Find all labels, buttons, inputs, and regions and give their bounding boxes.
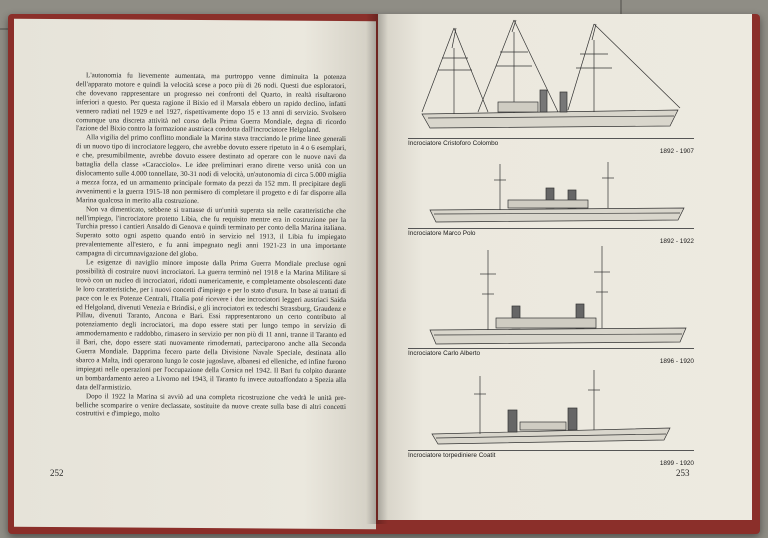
left-page — [14, 19, 376, 530]
ship-illustration-coatit — [408, 368, 694, 474]
service-years: 1899 - 1920 — [659, 460, 694, 467]
ship-drawing — [408, 158, 694, 226]
paragraph: Le esigenze di naviglio minore imposte dalla Prima Guerra Mondiale precluse ogni possibilità di costruire nuovi incrociatori. La guerra terminò nel 1918 e la Marina Militare si trovò con un nucleo di incrociatori, ridotti numericamente, e completamente obsolescenti date le loro caratteristiche, per i nuovi concetti d'impiego e per lo stato d'usura. In base ai trattati di pace con le ex Potenze Centrali, l'Italia poté ricevere i due incrociatori leggeri austriaci Saida ed Helgoland, divenuti Venezia e Brindisi, e gli incrociatori ex tedeschi Strassburg, Graudenz e Pillau, divenuti Taranto, Ancona e Bari. Essi rappresentarono un certo contributo al potenziamento degli incrociatori, ma dopo essere stati per lungo tempo in servizio di ammodernamento e raddobbo, rimasero in servizio per non più di 11 anni, tranne il Taranto ed il Bari, che, dopo essere stati nuovamente rimodernati, parteciparono anche alla Seconda Guerra Mondiale. Dapprima fecero parte della Divisione Navale Speciale, destinata allo sbarco a Malta, indi operarono lungo le coste jugoslave, albanesi ed elleniche, ed infine furono impiegati nelle operazioni per l'occupazione della Corsica nel 1942. Il Bari fu colpito durante un bombardamento aereo a Livorno nel 1943, il Taranto fu invece autoaffondato a Spezia alla data dell'armistizio. — [76, 258, 347, 392]
ship-drawing — [408, 18, 694, 136]
body-text — [76, 71, 346, 420]
caption-rule — [408, 228, 694, 229]
paragraph: Dopo il 1922 la Marina si avviò ad una completa ricostruzione che vedrà le unità pre-belliche scomparire o venire declassate, sostituite da nuove create sulla base di altri concetti costruttivi e d'impiego, molto — [76, 391, 346, 419]
page-number-right: 253 — [676, 468, 690, 478]
ship-illustration-carlo-alberto — [408, 244, 694, 368]
page-number-left: 252 — [50, 468, 64, 478]
ship-name: Incrociatore Marco Polo — [408, 230, 476, 237]
paragraph: Non va dimenticato, sebbene si trattasse di un'unità superata sia nelle caratteristiche che nell'impiego, l'incrociatore protetto Libia, che fu requisito mentre era in costruzione per la Turchia presso i cantieri Ansaldo di Genova e quindi terminato per conto della Marina italiana. Superato sotto ogni aspetto quando entrò in servizio nel 1913, il Libia fu impiegato prevalentemente all'estero, e fu anni impegnato negli anni 1921-23 in una importante campagna di circumnavigazione del globo. — [76, 204, 346, 259]
ship-name: Incrociatore Carlo Alberto — [408, 350, 481, 357]
service-years: 1896 - 1920 — [659, 358, 694, 365]
ship-drawing — [408, 368, 694, 448]
paragraph: Alla vigilia del primo conflitto mondiale la Marina stava tracciando le prime linee generali di un nuovo tipo di incrociatore leggero, che avrebbe dovuto essere ripetuto in 4 o 6 esemplari, e che, presumibilmente, avrebbe dovuto essere destinato ad operare con le nuove navi da battaglia della classe «Caracciolo». Le idee preliminari erano dirette verso unità con un dislocamento sulle 4.000 tonnellate, 30-31 nodi di velocità, un'autonomia di circa 5.000 miglia a mezza forza, ed un armamento principale formato da pezzi da 152 mm. Il precipitare degli avvenimenti e la guerra 1915-18 non permisero di completare il progetto e di far disporre alla Marina qualcosa in merito alla costruzione. — [76, 133, 346, 205]
caption-rule — [408, 450, 694, 451]
ship-name: Incrociatore Cristoforo Colombo — [408, 140, 499, 147]
caption-rule — [408, 348, 694, 349]
ship-illustration-colombo — [408, 18, 694, 158]
ship-illustration-marco-polo — [408, 158, 694, 248]
ship-drawing — [408, 244, 694, 346]
book-gutter — [366, 14, 388, 524]
service-years: 1892 - 1922 — [659, 238, 694, 245]
ship-name: Incrociatore torpediniere Coatit — [408, 452, 496, 459]
service-years: 1892 - 1907 — [659, 148, 694, 155]
paragraph: L'autonomia fu lievemente aumentata, ma purtroppo venne diminuita la potenza dell'apparato motore e quindi la velocità scese a poco più di 26 nodi. Questi due esploratori, che dovevano rappresentare un progresso nei confronti del Quarto, in realtà risultarono inferiori a questo. Per questa ragione il Bixio ed il Marsala ebbero un rapido declino, infatti vennero radiati nel 1929 e nel 1927, rispettivamente dopo 15 e 13 anni di servizio. Svolsero comunque una discreta attività nel corso della Prima Guerra Mondiale, degna di ricordo l'azione del Bixio contro la formazione austriaca condotta dall'incrociatore Helgoland. — [76, 71, 346, 135]
caption-rule — [408, 138, 694, 139]
